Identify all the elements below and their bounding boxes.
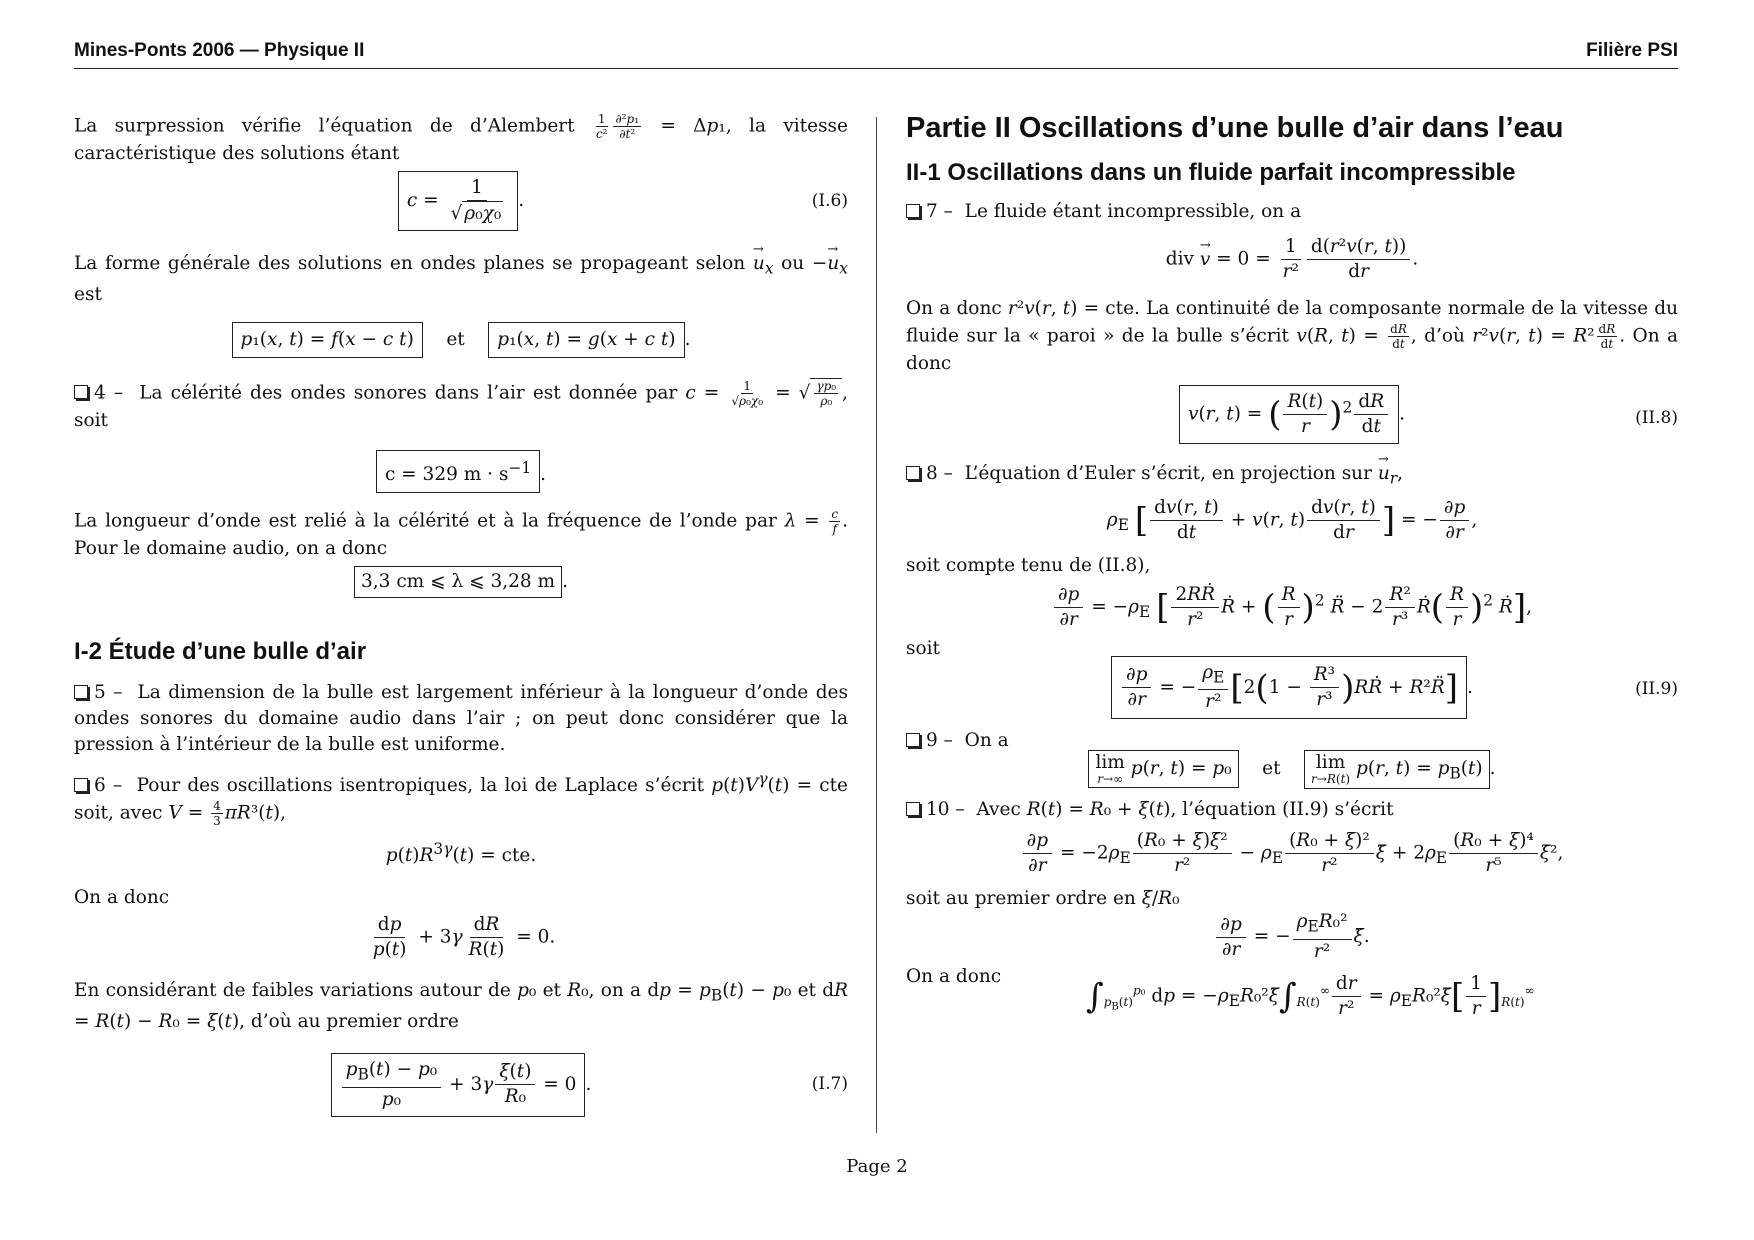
equation-euler: $\rho_E$ [ $\frac{dv(r, t)}{dt}$ + v(r, t) $\frac{dv(r, t)}{dr}$ ] = − $\frac{\partial p}{\partial r}$ ,	[1106, 496, 1478, 543]
question-box-icon	[74, 685, 88, 699]
question-box-icon	[906, 204, 920, 218]
part-title: Partie II Oscillations d’une bulle d’air dans l’eau	[906, 112, 1564, 144]
left-column	[74, 112, 848, 1115]
equation-II8: v(r, t) = ( $\frac{R(t)}{r}$ )$^2$ $\frac{dR}{dt}$ . (II.8)	[906, 385, 1678, 451]
question-9: 9 – On a	[906, 728, 1678, 754]
header-title: Mines-Ponts 2006 — Physique II	[74, 40, 365, 61]
paragraph-on-a-donc: On a donc	[74, 887, 170, 909]
on-a-donc-block	[906, 964, 1678, 1028]
page-footer: Page 2	[846, 1156, 908, 1177]
equation-I7: $\frac{p_B(t) - p_0}{\text{p₀}}$ + 3γ $\frac{\xi(t)}{\text{R₀}}$ = 0 . (I.7)	[74, 1053, 848, 1115]
equation-pressure-gradient: $\frac{\partial p}{\partial r}$ = $-\rho_E$ [ $\frac{\text{2RṘ}}{\text{r²}}$ Ṙ + ( $\frac{R}{r}$ )$^2$ R̈ − 2 $\frac{\text{R²}}{\text{r³}}$ Ṙ( $\frac{R}{r}$ )$^2$ Ṙ],	[906, 583, 1678, 632]
eq-number-I7: (I.7)	[811, 1073, 848, 1094]
column-divider	[876, 117, 877, 1133]
equation-solutions: p₁(x, t) = f(x − c t) et p₁(x, t) = g(x + c t) .	[74, 322, 848, 358]
page-header	[74, 36, 1678, 69]
question-8: 8 – L’équation d’Euler s’écrit, en projection sur → $u_r$,	[906, 461, 1678, 492]
paragraph-continuite: On a donc r²v(r, t) = cte. La continuité de la composante normale de la vitesse du fluide sur la « paroi » de la bulle s’écrit v(R, t) = $\frac{dR}{dt}$ , d’où r²v(r, t) = R² $\frac{dR}{dt}$ . On a donc	[906, 298, 1678, 374]
equation-differential: $\frac{dp}{p(t)}$ + 3γ $\frac{dR}{R(t)}$ = 0.	[372, 914, 556, 961]
eq-number-II9: (II.9)	[1635, 678, 1678, 699]
equation-range: 3,3 cm ⩽ λ ⩽ 3,28 m .	[74, 566, 848, 598]
paragraph-alembert: La surpression vérifie l’équation de d’Alembert $\frac{1}{\text{c²}}$ $\frac{\text{∂²p₁}}{\text{∂t²}}$ = Δp₁, la vitesse caractéristique des solutions étant	[74, 112, 849, 164]
equation-I6: c = $\frac{1}{\text{√ ρ₀χ₀}}$ . (I.6)	[74, 171, 848, 231]
equation-integral: $\int_{p_B(t)}^{p_0}$ dp = $-\rho_ER_0^2\xï\int_{R(t)}^\infty$ $\frac{dr}{\text{r²}}$ = $\rho_ER_0^2\xï$[ $\frac{1}{r}$ ]$_{R(t)}^\infty$	[1086, 973, 1535, 1020]
right-column	[906, 112, 1678, 1028]
section-title-II1: II-1 Oscillations dans un fluide parfait incompressible	[906, 159, 1516, 186]
paragraph-soit: soit	[906, 637, 940, 659]
question-box-icon	[906, 466, 920, 480]
paragraph-premier-ordre: soit au premier ordre en ξ/R₀	[906, 888, 1180, 910]
paragraph-forme: La forme générale des solutions en ondes planes se propageant selon → $u_x$ ou −→ $u_x$ est	[74, 251, 848, 308]
equation-divergence: div → v = 0 = $\frac{1}{\text{r²}}$ $\frac{\text{d(r²v(r, t))}}{dr}$ .	[906, 235, 1678, 284]
paragraph-soit-compte: soit compte tenu de (II.8),	[906, 554, 1151, 576]
question-6: 6 – Pour des oscillations isentropiques, la loi de Laplace s’écrit $p(t)V^\gamma(t)$ = cte soit, avec V = $\frac{4}{3}$ πR³(t),	[74, 769, 848, 828]
question-box-icon	[74, 385, 88, 399]
paragraph-on-a-donc-right: On a donc	[906, 966, 1002, 988]
eq-number-I6: (I.6)	[811, 191, 848, 211]
question-box-icon	[74, 778, 88, 792]
paragraph-faibles: En considérant de faibles variations autour de p₀ et R₀, on a dp = $p_B(t) - p_0$ et dR = R(t) − R₀ = ξ(t), d’où au premier ordre	[74, 980, 849, 1032]
question-box-icon	[906, 802, 920, 816]
section-title-I2: I-2 Étude d’une bulle d’air	[74, 637, 367, 665]
question-4: 4 – La célérité des ondes sonores dans l’air est donnée par c = $\frac{1}{\text{√ρ₀χ₀}}$ = √ $\frac{\text{γp₀}}{\text{ρ₀}}$ , soit	[74, 378, 848, 431]
question-7: 7 – Le fluide étant incompressible, on a	[906, 199, 1678, 225]
equation-first-order: $\frac{\partial p}{\partial r}$ = − $\frac{\rho_ER_0^2}{\text{r²}}$ ξ̈.	[906, 910, 1678, 964]
equation-celerity: c = 329 $m \cdot s^{-1}$ .	[74, 450, 848, 493]
paragraph-longueur: La longueur d’onde est relié à la célérité et à la fréquence de l’onde par λ = $\frac{c}{f}$ . Pour le domaine audio, on a donc	[74, 506, 848, 559]
equation-laplace: $p(t)R^{3\gamma}(t)$ = cte.	[385, 840, 537, 867]
header-filiere: Filière PSI	[1586, 40, 1678, 61]
question-10: 10 – Avec R(t) = R₀ + ξ(t), l’équation (II.9) s’écrit	[906, 797, 1678, 823]
question-5: 5 – La dimension de la bulle est largement inférieur à la longueur d’onde des ondes sonores du domaine audio dans l’air ; on peut donc considérer que la pression à l’intérieur de la bulle est uniforme.	[74, 681, 849, 755]
equation-expansion: $\frac{\partial p}{\partial r}$ = $-2\rho_E$ $\frac{\text{(R₀ + ξ)ξ̇²}}{\text{r²}}$ − $\rho_E$ $\frac{\text{(R₀ + ξ)²}}{\text{r²}}$ ξ̈ + $2\rho_E$ $\frac{\text{(R₀ + ξ)⁴}}{\text{r⁵}}$ ξ̇²,	[906, 829, 1678, 878]
eq-alembert-coef: $\frac{1}{\text{c²}}$	[595, 112, 608, 141]
eq-number-II8: (II.8)	[1635, 408, 1678, 428]
question-box-icon	[906, 733, 920, 747]
equation-limits: lim r→∞ p(r, t) = p₀ et lim r→R(t) p(r, $t) = p_B(t)$ .	[906, 750, 1678, 790]
equation-II9: $\frac{\partial p}{\partial r}$ = − $\frac{\rho_E}{\text{r²}}$ [2(1 − $\frac{\text{R³}}{\text{r³}}$ )RṘ + R²R̈] . (II.9)	[906, 656, 1678, 722]
